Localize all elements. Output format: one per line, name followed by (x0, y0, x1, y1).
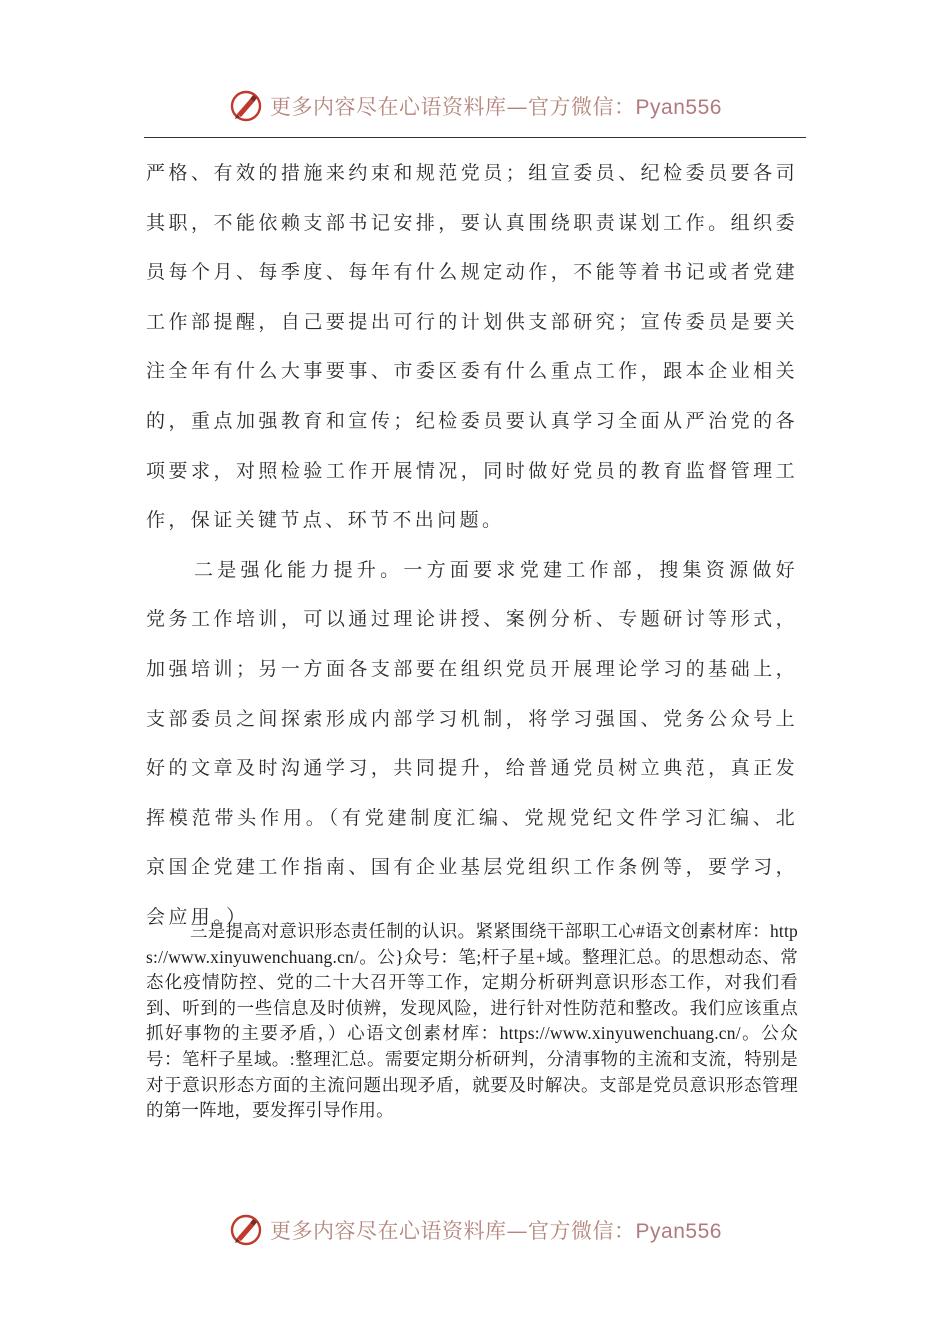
pen-logo-icon (228, 1212, 264, 1248)
paragraph-1: 严格、有效的措施来约束和规范党员；组宣委员、纪检委员要各司其职，不能依赖支部书记安排，要认真围绕职责谋划工作。组织委员每个月、每季度、每年有什么规定动作，不能等着书记或者党建工作部提醒，自己要提出可行的计划供支部研究；宣传委员是要关注全年有什么大事要事、市委区委有什么重点工作，跟本企业相关的，重点加强教育和宣传；纪检委员要认真学习全面从严治党的各项要求，对照检验工作开展情况，同时做好党员的教育监督管理工作，保证关键节点、环节不出问题。 (146, 162, 798, 532)
footer-banner (0, 1210, 950, 1250)
header-banner-wechat: Pyan556 (635, 96, 722, 119)
footer-banner-text (270, 1215, 722, 1245)
paragraph-3: 三是提高对意识形态责任制的认识。紧紧围绕干部职工心#语文创素材库：https://www.xinyuwenchuang.cn/。公}众号：笔;杆子星+域。整理汇总。的思想动态、常态化疫情防控、党的二十大召开等工作，定期分析研判意识形态工作，对我们看到、听到的一些信息及时侦辨，发现风险，进行针对性防范和整改。我们应该重点抓好事物的主要矛盾，）心语文创素材库：https://www.xinyuwenchuang.cn/。公众号：笔杆子星域。:整理汇总。需要定期分析研判，分清事物的主流和支流，特别是对于意识形态方面的主流问题出现矛盾，就要及时解决。支部是党员意识形态管理的第一阵地，要发挥引导作用。 (146, 921, 798, 1121)
document-body-compact (146, 919, 798, 1124)
header-banner-text (270, 91, 722, 121)
document-body (146, 149, 798, 943)
header-divider (144, 137, 806, 138)
header-banner (0, 86, 950, 126)
header-banner-main: 更多内容尽在心语资料库—官方微信： (270, 95, 636, 119)
footer-banner-wechat: Pyan556 (635, 1220, 722, 1243)
paragraph-2: 二是强化能力提升。一方面要求党建工作部，搜集资源做好党务工作培训，可以通过理论讲授、案例分析、专题研讨等形式，加强培训；另一方面各支部要在组织党员开展理论学习的基础上，支部委员之间探索形成内部学习机制，将学习强国、党务公众号上好的文章及时沟通学习，共同提升，给普通党员树立典范，真正发挥模范带头作用。（有党建制度汇编、党规党纪文件学习汇编、北京国企党建工作指南、国有企业基层党组织工作条例等，要学习，会应用。） (146, 558, 798, 928)
footer-banner-main: 更多内容尽在心语资料库—官方微信： (270, 1219, 636, 1243)
pen-logo-icon (228, 88, 264, 124)
